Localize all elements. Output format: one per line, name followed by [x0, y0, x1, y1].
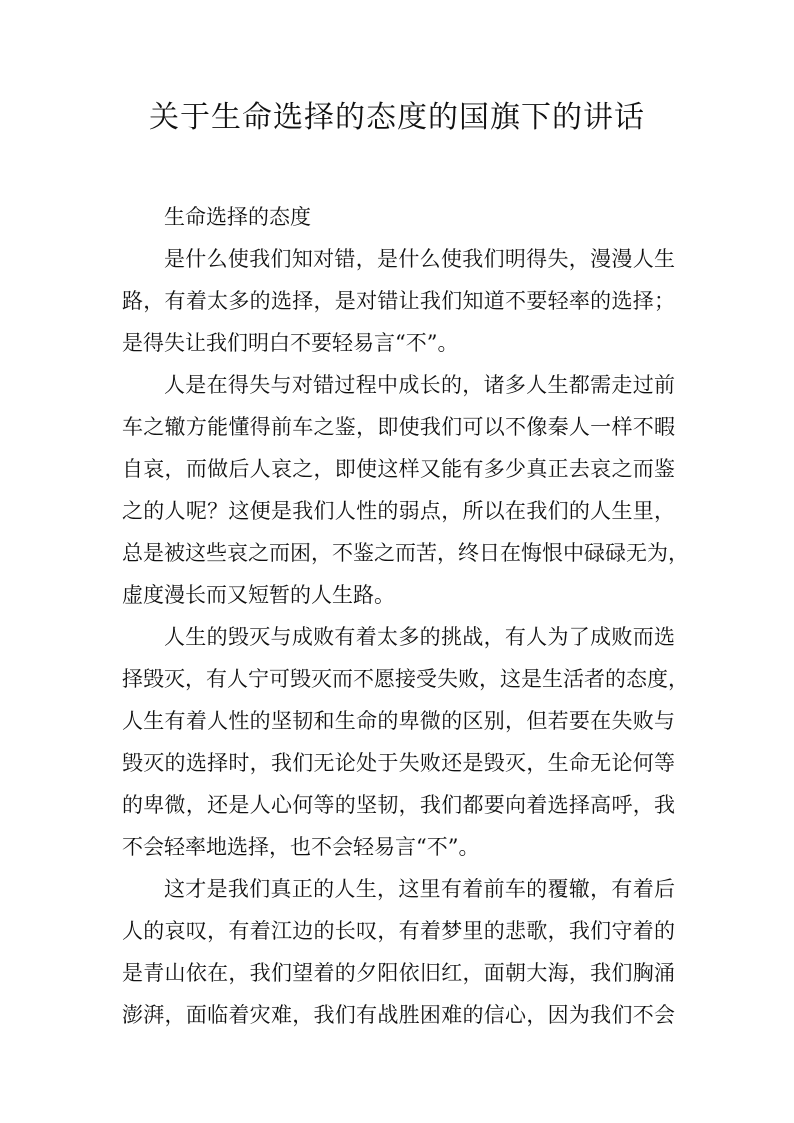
paragraph: [122, 616, 689, 868]
paragraph-line: 是什么使我们知对错，是什么使我们明得失，漫漫人生: [164, 247, 675, 271]
paragraph-line: 这才是我们真正的人生，这里有着前车的覆辙，有着后: [164, 877, 675, 901]
paragraph-line: 总是被这些哀之而困，不鉴之而苦，终日在悔恨中碌碌无为，: [122, 541, 689, 565]
paragraph-line: 人是在得失与对错过程中成长的，诸多人生都需走过前: [164, 373, 675, 397]
paragraph-line: 澎湃，面临着灾难，我们有战胜困难的信心，因为我们不会: [122, 1003, 675, 1027]
paragraph-line: 车之辙方能懂得前车之鉴，即使我们可以不像秦人一样不暇: [122, 415, 675, 439]
paragraph-line: 不会轻率地选择，也不会轻易言“不”。: [122, 835, 480, 859]
paragraph-line: 是得失让我们明白不要轻易言“不”。: [122, 331, 459, 355]
paragraph-line: 是青山依在，我们望着的夕阳依旧红，面朝大海，我们胸涌: [122, 961, 675, 985]
paragraph-line: 自哀，而做后人哀之，即使这样又能有多少真正去哀之而鉴: [122, 457, 675, 481]
document-body: [122, 196, 689, 1036]
paragraph-line: 的卑微，还是人心何等的坚韧，我们都要向着选择高呼，我: [122, 793, 675, 817]
paragraph: [122, 364, 689, 616]
document-title: 关于生命选择的态度的国旗下的讲话: [149, 100, 645, 135]
paragraph: [122, 238, 675, 364]
paragraph-line: 路，有着太多的选择，是对错让我们知道不要轻率的选择；: [122, 289, 675, 313]
paragraph-line: 择毁灭，有人宁可毁灭而不愿接受失败，这是生活者的态度，: [122, 667, 689, 691]
paragraph-line: 人生有着人性的坚韧和生命的卑微的区别，但若要在失败与: [122, 709, 675, 733]
paragraph-line: 毁灭的选择时，我们无论处于失败还是毁灭，生命无论何等: [122, 751, 675, 775]
paragraph-line: 之的人呢？这便是我们人性的弱点，所以在我们的人生里，: [122, 499, 675, 523]
section-heading: 生命选择的态度: [164, 205, 311, 229]
paragraph-line: 人的哀叹，有着江边的长叹，有着梦里的悲歌，我们守着的: [122, 919, 675, 943]
paragraph: [122, 868, 675, 1036]
paragraph-line: 人生的毁灭与成败有着太多的挑战，有人为了成败而选: [164, 625, 675, 649]
paragraph-line: 虚度漫长而又短暂的人生路。: [122, 583, 395, 607]
